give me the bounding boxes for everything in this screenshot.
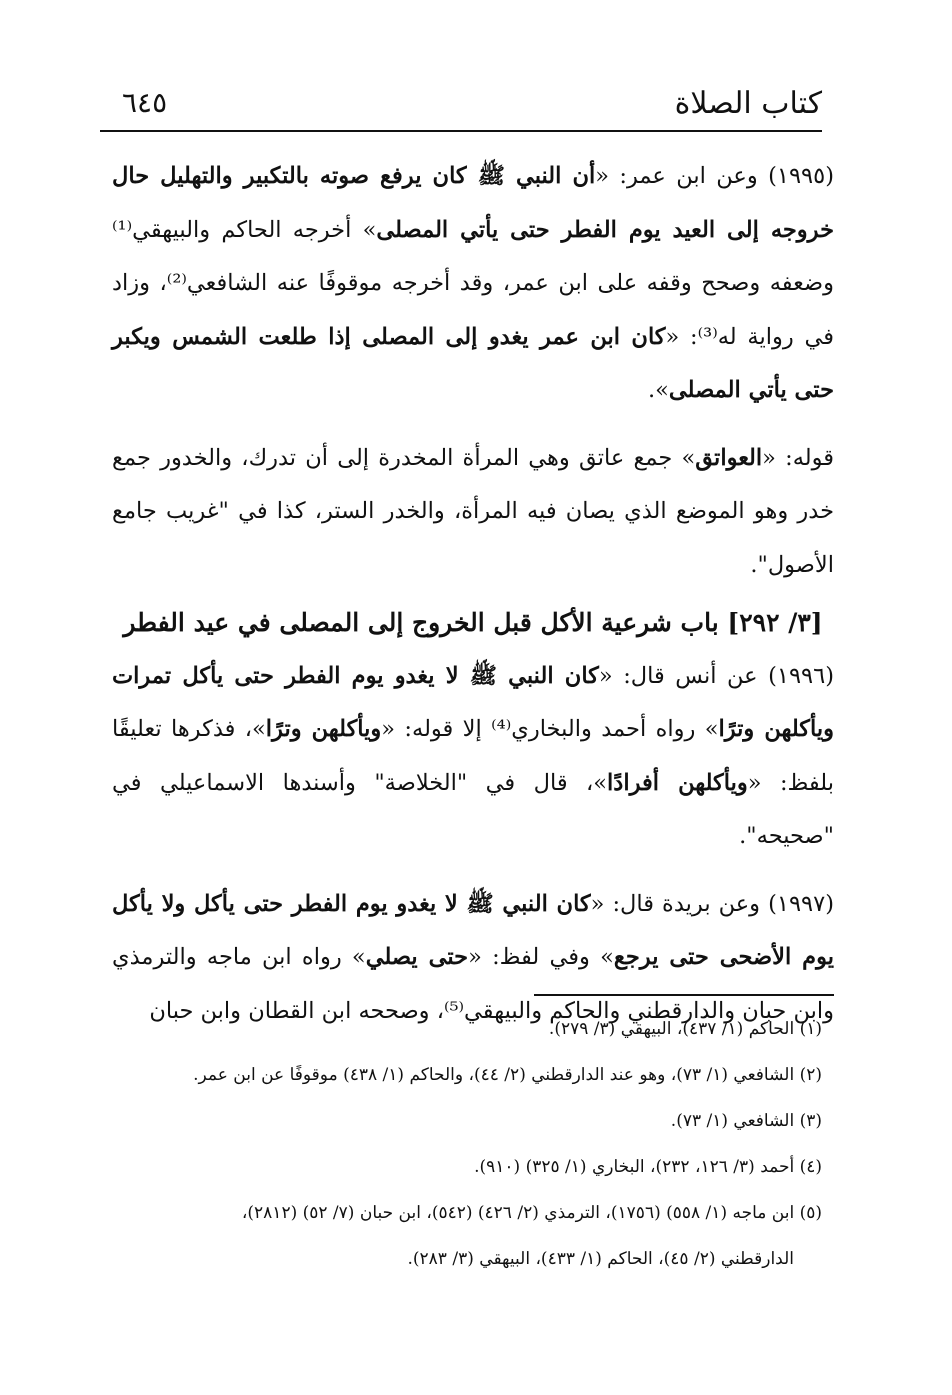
hadith-1997-takhrij: » رواه ابن ماجه والترمذي وابن حبان والدارقطني والحاكم والبيهقي⁽⁵⁾، وصححه ابن القطان وابن حبان xyxy=(112,944,834,1024)
running-title: كتاب الصلاة xyxy=(674,86,822,121)
footnote-1: (١) الحاكم (١/ ٤٣٧)، البيهقي (٣/ ٢٧٩). xyxy=(548,1019,822,1039)
hadith-1996-intro: (١٩٩٦) عن أنس قال: « xyxy=(598,662,834,689)
section-heading: [٣/ ٢٩٢] باب شرعية الأكل قبل الخروج إلى المصلى في عيد الفطر xyxy=(123,608,823,637)
footnote-3: (٣) الشافعي (١/ ٧٣). xyxy=(670,1111,822,1131)
hadith-1996-quote: ويأكلهن وترًا xyxy=(265,716,382,742)
hadith-1995-intro: (١٩٩٥) وعن ابن عمر: « xyxy=(595,163,834,189)
hadith-1996-ta-liq: ويأكلهن أفرادًا xyxy=(607,769,748,796)
hadith-1997-intro: (١٩٩٧) وعن بريدة قال: « xyxy=(590,890,834,917)
hadith-1996-takhrij: » رواه أحمد والبخاري⁽⁴⁾ إلا قوله: « xyxy=(381,716,719,742)
hadith-1995-matn: أن النبي ﷺ كان يرفع صوته بالتكبير والتهليل حال خروجه إلى العيد يوم الفطر حتى يأتي المصلى xyxy=(112,163,834,243)
hadith-1995 xyxy=(112,150,834,418)
footnote-5: (٥) ابن ماجه (١/ ٥٥٨) (١٧٥٦)، الترمذي (٢/ ٤٢٦) (٥٤٢)، ابن حبان (٧/ ٥٢) (٢٨١٢)، xyxy=(241,1203,822,1223)
hadith-1996 xyxy=(112,650,834,864)
footnotes xyxy=(112,1006,822,1282)
hadith-1995-end: ». xyxy=(647,377,669,403)
hadith-1996-end: »، قال في "الخلاصة" وأسندها الاسماعيلي في "صحيحه". xyxy=(112,769,834,849)
commentary-intro: قوله: « xyxy=(762,444,835,471)
commentary-paragraph xyxy=(112,432,834,593)
hadith-1996-mid: »، فذكرها تعليقًا بلفظ: « xyxy=(112,716,834,796)
page-header xyxy=(100,80,822,132)
footnote-2: (٢) الشافعي (١/ ٧٣)، وهو عند الدارقطني (٢/ ٤٤)، والحاكم (١/ ٤٣٨) موقوفًا عن ابن عمر. xyxy=(193,1065,822,1085)
footnote-separator xyxy=(534,994,834,996)
hadith-1996-matn: كان النبي ﷺ لا يغدو يوم الفطر حتى يأكل تمرات ويأكلهن وترًا xyxy=(112,662,834,742)
footnote-4: (٤) أحمد (٣/ ١٢٦، ٢٣٢)، البخاري (١/ ٣٢٥) (٩١٠). xyxy=(474,1157,822,1177)
hadith-1997-lafz: حتى يصلي xyxy=(365,944,469,970)
main-text xyxy=(112,150,834,1038)
commentary-term: العواتق xyxy=(695,444,763,471)
hadith-1995-takhrij: » أخرجه الحاكم والبيهقي⁽¹⁾ وضعفه وصحح وقفه على ابن عمر، وقد أخرجه موقوفًا عنه الشافعي⁽²⁾، وزاد في رواية له⁽³⁾: « xyxy=(112,216,834,350)
hadith-1997-matn: كان النبي ﷺ لا يغدو يوم الفطر حتى يأكل ولا يأكل يوم الأضحى حتى يرجع xyxy=(112,890,834,970)
footnote-5-continued: الدارقطني (٢/ ٤٥)، الحاكم (١/ ٤٣٣)، البيهقي (٣/ ٢٨٣). xyxy=(407,1249,794,1269)
page-number: ٦٤٥ xyxy=(122,86,168,119)
hadith-1997-mid: » وفي لفظ: « xyxy=(468,944,614,970)
commentary-text: » جمع عاتق وهي المرأة المخدرة إلى أن تدرك، والخدور جمع خدر وهو الموضع الذي يصان فيه المرأة، والخدر الستر، كذا في "غريب جامع الأصول". xyxy=(112,444,834,578)
hadith-1995-riwaya: كان ابن عمر يغدو إلى المصلى إذا طلعت الشمس ويكبر حتى يأتي المصلى xyxy=(112,323,834,403)
